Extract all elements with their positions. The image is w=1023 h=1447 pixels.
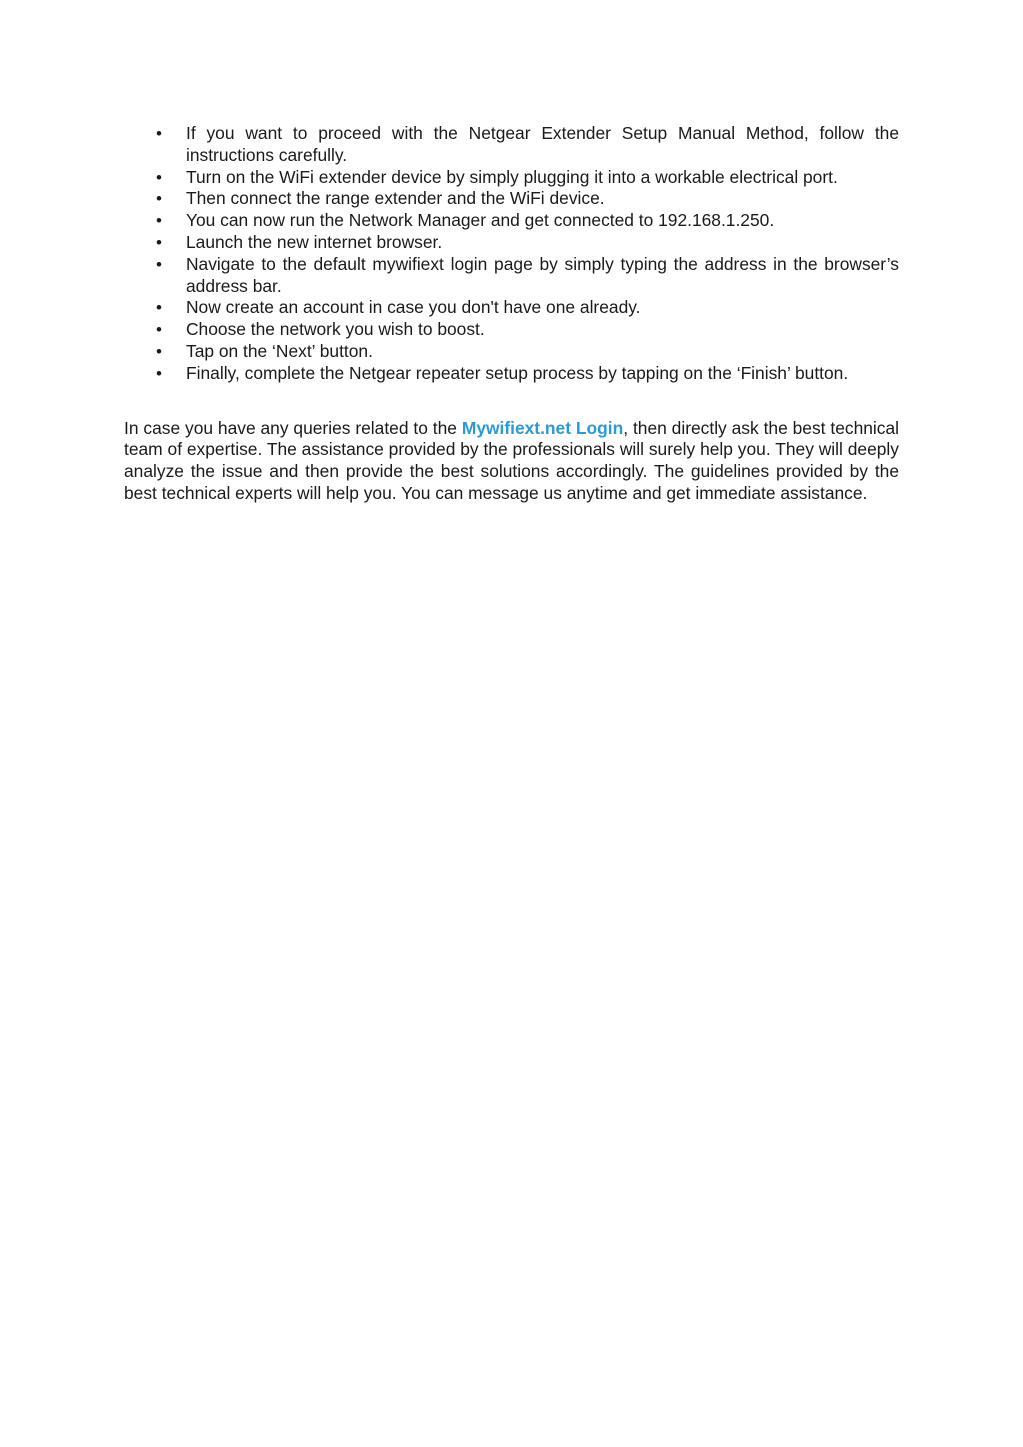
setup-steps-list — [124, 123, 899, 385]
bullet-icon: • — [156, 363, 162, 383]
list-item — [124, 123, 899, 167]
mywifiext-login-link[interactable]: Mywifiext.net Login — [461, 417, 624, 438]
list-item — [124, 319, 899, 341]
list-item — [124, 210, 899, 232]
bullet-icon: • — [156, 254, 162, 274]
list-item — [124, 188, 899, 210]
step-text: Turn on the WiFi extender device by simply plugging it into a workable electrical port. — [186, 166, 838, 187]
document-page — [124, 123, 899, 505]
step-text: Launch the new internet browser. — [186, 231, 443, 252]
bullet-icon: • — [156, 320, 162, 340]
bullet-icon: • — [156, 124, 162, 143]
bullet-icon: • — [156, 167, 162, 187]
bullet-icon: • — [156, 232, 162, 252]
list-item — [124, 363, 899, 385]
bullet-icon: • — [156, 341, 162, 361]
closing-text-before-link: In case you have any queries related to the — [124, 417, 462, 438]
step-text: Tap on the ‘Next’ button. — [186, 340, 373, 361]
closing-paragraph — [124, 418, 899, 505]
list-item — [124, 232, 899, 254]
step-text: Now create an account in case you don't have one already. — [186, 297, 641, 318]
step-text: Then connect the range extender and the WiFi device. — [186, 188, 605, 209]
list-item — [124, 341, 899, 363]
list-item — [124, 167, 899, 189]
step-text: Choose the network you wish to boost. — [186, 319, 485, 340]
bullet-icon: • — [156, 298, 162, 318]
step-text: You can now run the Network Manager and get connected to 192.168.1.250. — [186, 210, 775, 231]
closing-text-after-link: , then directly ask the best technical team of expertise. The assistance provided by the professionals will surely help you. They will deeply analyze the issue and then provide the best solutions accordingly. The guidelines provided by the best technical experts will help you. You can message us anytime and get immediate assistance. — [124, 417, 900, 503]
step-text: If you want to proceed with the Netgear Extender Setup Manual Method, follow the instructions carefully. — [186, 123, 899, 165]
step-text: Navigate to the default mywifiext login page by simply typing the address in the browser’s address bar. — [186, 253, 899, 296]
list-item — [124, 297, 899, 319]
bullet-icon: • — [156, 189, 162, 209]
bullet-icon: • — [156, 211, 162, 231]
list-item — [124, 254, 899, 298]
step-text: Finally, complete the Netgear repeater setup process by tapping on the ‘Finish’ button. — [186, 362, 849, 383]
